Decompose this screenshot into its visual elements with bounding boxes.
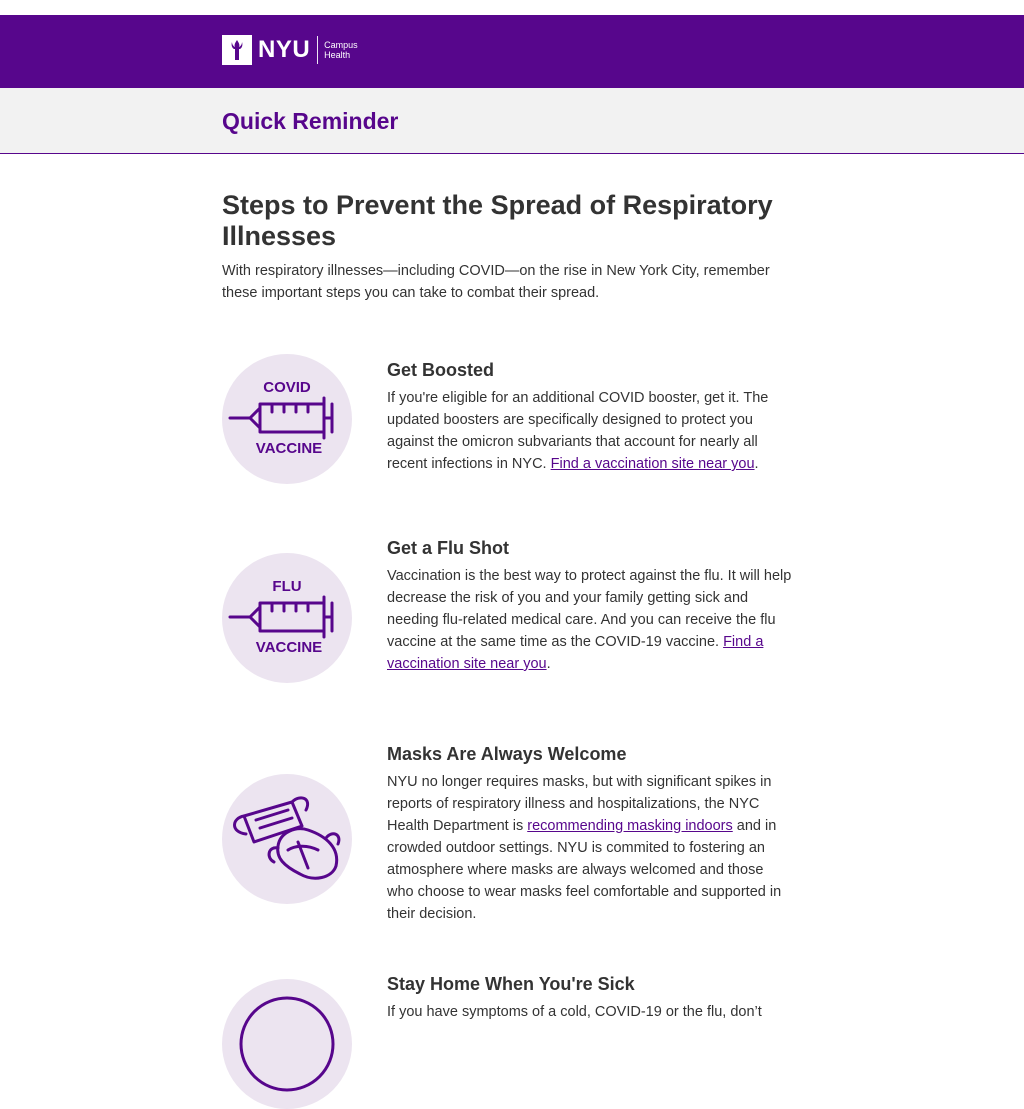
tip-body-text: Vaccination is the best way to protect against the flu. It will help decrease the risk of you and your family getting sick and needing flu-related medical care. And you can receive the flu vaccine at the same time as the COVID-19 vaccine. [387, 568, 792, 650]
logo-sub-line2: Health [324, 50, 351, 60]
tip-body-text: NYU no longer requires masks, but with significant spikes in reports of respiratory illness and hospitalizations, the NYC Health Department is [387, 774, 772, 834]
header-bar [0, 15, 1024, 88]
recommending-masking-link[interactable]: recommending masking indoors [527, 818, 733, 834]
tip-body: If you have symptoms of a cold, COVID-19 or the flu, don’t [387, 1004, 762, 1020]
tip-title: Get Boosted [387, 360, 495, 380]
main-heading: Steps to Prevent the Spread of Respiratory Illnesses [222, 190, 773, 251]
reminder-bar [0, 88, 1024, 154]
flu-vaccine-icon [222, 553, 352, 683]
reminder-title: Quick Reminder [222, 108, 399, 134]
tip-text [387, 359, 792, 475]
tip-text [387, 973, 792, 1023]
find-vaccination-site-link[interactable]: Find a vaccination site near you [387, 634, 764, 672]
covid-vaccine-icon [222, 354, 352, 484]
logo-subtitle [324, 40, 358, 60]
nyu-campus-health-logo[interactable] [222, 35, 358, 65]
icon-top-label: COVID [263, 379, 311, 396]
icon-bottom-label: VACCINE [255, 440, 323, 457]
masks-icon [222, 774, 352, 904]
tip-body-text: If you're eligible for an additional COVID booster, get it. The updated boosters are specifically designed to protect you against the omicron subvariants that account for nearly all recent infections in NYC. [387, 390, 769, 472]
tip-title: Masks Are Always Welcome [387, 744, 627, 764]
icon-top-label: FLU [272, 578, 302, 595]
main-content [222, 190, 792, 304]
intro-paragraph: With respiratory illnesses—including COVID—on the rise in New York City, remember these important steps you can take to combat their spread. [222, 263, 770, 301]
tip-body-end: . [754, 456, 759, 472]
logo-divider [317, 36, 318, 64]
tip-body-end: . [546, 656, 551, 672]
tip-title: Get a Flu Shot [387, 538, 510, 558]
top-strip [0, 0, 1024, 15]
tip-body [387, 565, 792, 675]
logo-text: NYU [258, 36, 311, 63]
sick-face-icon [222, 979, 352, 1109]
tip-text [387, 743, 792, 925]
find-vaccination-site-link[interactable]: Find a vaccination site near you [550, 456, 755, 472]
tip-text [387, 537, 792, 675]
tip-body-end: and in crowded outdoor settings. NYU is commited to fostering an atmosphere where masks are always welcomed and those who choose to wear masks feel comfortable and supported in their decision. [387, 818, 782, 922]
icon-bottom-label: VACCINE [255, 639, 323, 656]
tip-body [387, 387, 792, 475]
torch-icon [222, 35, 252, 65]
tip-title: Stay Home When You're Sick [387, 974, 635, 994]
tip-body [387, 771, 792, 925]
logo-sub-line1: Campus [324, 40, 358, 50]
